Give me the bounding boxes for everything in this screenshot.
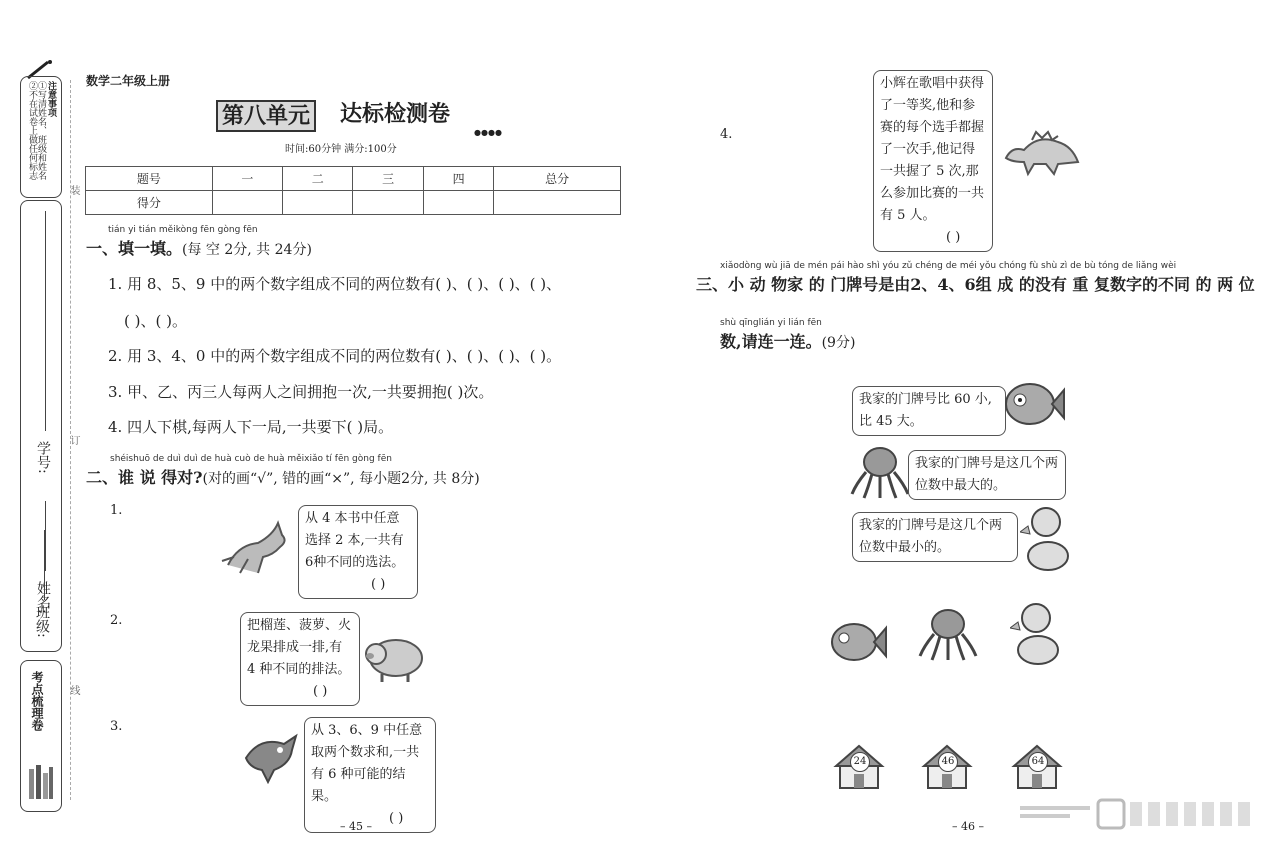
id-label: 学号: bbox=[35, 441, 51, 474]
section1-title: 一、填一填。(每 空 2分, 共 24分) bbox=[86, 239, 312, 258]
notes-title: 注意事项 bbox=[46, 81, 56, 117]
s1-item-4: 4. 四人下棋,每两人下一局,一共要下( )局。 bbox=[108, 418, 394, 436]
name-field[interactable] bbox=[45, 501, 46, 571]
duck-bubble: 我家的门牌号是这几个两位数中最小的。 bbox=[852, 512, 1018, 562]
s1-item-3: 3. 甲、乙、丙三人每两人之间拥抱一次,一共要拥抱( )次。 bbox=[108, 383, 494, 401]
table-cell: 题号 bbox=[86, 167, 213, 191]
class-label: 班级: bbox=[34, 605, 50, 638]
q4-answer-blank[interactable]: ( ) bbox=[946, 230, 961, 245]
score-table bbox=[85, 166, 621, 215]
fish-bubble: 我家的门牌号比 60 小,比 45 大。 bbox=[852, 386, 1006, 436]
cut-mark-1: 装 bbox=[68, 185, 79, 195]
octopus-match-icon[interactable] bbox=[918, 606, 978, 666]
section1-pinyin: tián yi tián měikòng fēn gòng fēn bbox=[108, 225, 258, 235]
note-2: ②不在试卷上做任何标志 bbox=[27, 81, 37, 180]
house-64[interactable] bbox=[1010, 744, 1064, 790]
kangaroo-icon bbox=[218, 515, 298, 579]
table-row bbox=[86, 191, 621, 215]
student-info-box bbox=[20, 200, 62, 652]
dots-icon: ●●●● bbox=[474, 128, 502, 137]
s2-q4-num: 4. bbox=[720, 127, 733, 142]
q4-bubble: 小辉在歌唱中获得了一等奖,他和参赛的每个选手都握了一次手,他记得一共握了 5 次,那么参加比赛的一共有 5 人。 ( ) bbox=[873, 70, 993, 252]
id-field[interactable] bbox=[45, 211, 46, 431]
unit-label: 第八单元 bbox=[216, 100, 316, 132]
page-number-left: – 45 – bbox=[340, 820, 372, 833]
score-cell[interactable] bbox=[353, 191, 423, 215]
shark-icon bbox=[240, 728, 300, 788]
table-cell: 总分 bbox=[494, 167, 621, 191]
q2-bubble: 把榴莲、菠萝、火龙果排成一排,有 4 种不同的排法。 ( ) bbox=[240, 612, 360, 706]
books-icon bbox=[27, 761, 55, 805]
section2-title: 二、谁 说 得对?(对的画“√”, 错的画“×”, 每小题2分, 共 8分) bbox=[86, 468, 480, 487]
table-cell: 一 bbox=[212, 167, 282, 191]
name-label: 姓名: bbox=[35, 581, 51, 614]
page-number-right: – 46 – bbox=[952, 820, 984, 833]
s2-q2-num: 2. bbox=[110, 613, 123, 628]
fish-match-icon[interactable] bbox=[828, 614, 888, 674]
q3-answer-blank[interactable]: ( ) bbox=[389, 811, 404, 826]
brand-label: 考点梳理卷 bbox=[30, 671, 44, 731]
book-header: 数学二年级上册 bbox=[86, 74, 171, 88]
table-cell: 三 bbox=[353, 167, 423, 191]
house-46[interactable] bbox=[920, 744, 974, 790]
octopus-bubble: 我家的门牌号是这几个两位数中最大的。 bbox=[908, 450, 1066, 500]
duck-match-icon[interactable] bbox=[1010, 600, 1062, 672]
binding-strip bbox=[18, 60, 66, 820]
house-number: 46 bbox=[938, 752, 958, 772]
table-cell: 四 bbox=[423, 167, 493, 191]
q1-bubble: 从 4 本书中任意选择 2 本,一共有 6种不同的选法。 ( ) bbox=[298, 505, 418, 599]
q3-bubble: 从 3、6、9 中任意取两个数求和,一共有 6 种可能的结果。 ( ) bbox=[304, 717, 436, 833]
section3-pinyin-1: xiǎodòng wù jiā de mén pái hào shì yóu zǔ chéng de méi yǒu chóng fù shù zì de bù tóng de liǎng wèi bbox=[720, 261, 1177, 271]
dinosaur-icon bbox=[998, 128, 1080, 182]
exam-title: 达标检测卷 bbox=[340, 101, 451, 127]
table-cell: 得分 bbox=[86, 191, 213, 215]
q1-answer-blank[interactable]: ( ) bbox=[371, 577, 386, 592]
s2-q1-num: 1. bbox=[110, 503, 123, 518]
house-number: 64 bbox=[1028, 752, 1048, 772]
brand-box bbox=[20, 660, 62, 812]
pig-icon bbox=[362, 628, 428, 688]
duck-icon[interactable] bbox=[1020, 504, 1072, 578]
table-row bbox=[86, 167, 621, 191]
section3-title-line1: 三、小 动 物家 的 门牌号是由2、4、6组 成 的没有 重 复数字的不同 的 两 位 bbox=[696, 275, 1255, 294]
fish-icon[interactable] bbox=[1002, 374, 1066, 436]
cut-mark-3: 线 bbox=[68, 685, 79, 695]
s2-q3-num: 3. bbox=[110, 719, 123, 734]
class-field[interactable] bbox=[44, 530, 45, 600]
score-cell[interactable] bbox=[212, 191, 282, 215]
score-cell[interactable] bbox=[494, 191, 621, 215]
section3-title-line2: 数,请连一连。(9分) bbox=[720, 332, 856, 351]
cut-mark-2: 订 bbox=[68, 435, 79, 445]
watermark-logo bbox=[1020, 798, 1260, 836]
s1-item-2: 2. 用 3、4、0 中的两个数字组成不同的两位数有( )、( )、( )、( )。 bbox=[108, 347, 562, 365]
house-24[interactable] bbox=[832, 744, 886, 790]
notes-box bbox=[20, 76, 62, 198]
section3-pinyin-2: shù qīnglián yi lián fēn bbox=[720, 318, 822, 328]
section2-pinyin: shéishuō de duì duì de huà cuò de huà měixiǎo tí fēn gòng fēn bbox=[110, 454, 392, 464]
house-number: 24 bbox=[850, 752, 870, 772]
octopus-icon[interactable] bbox=[850, 444, 910, 504]
s1-item-1-cont: ( )、( )。 bbox=[124, 312, 187, 330]
score-cell[interactable] bbox=[283, 191, 353, 215]
s1-item-1: 1. 用 8、5、9 中的两个数字组成不同的两位数有( )、( )、( )、( )、 bbox=[108, 275, 562, 293]
score-cell[interactable] bbox=[423, 191, 493, 215]
note-1: ①写清姓名、班级和姓名 bbox=[36, 81, 46, 180]
time-info: 时间:60分钟 满分:100分 bbox=[285, 144, 397, 155]
q2-answer-blank[interactable]: ( ) bbox=[313, 684, 328, 699]
table-cell: 二 bbox=[283, 167, 353, 191]
